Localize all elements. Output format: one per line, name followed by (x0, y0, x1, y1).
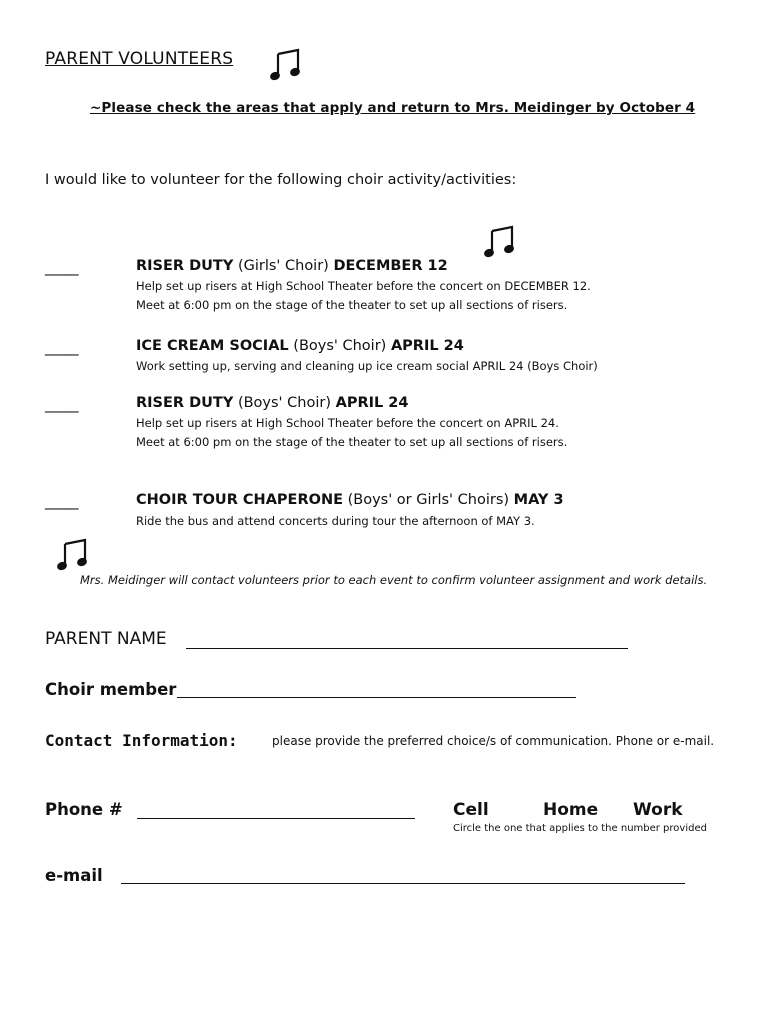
activity-description: Help set up risers at High School Theater before the concert on DECEMBER 12. Meet at 6:00 pm on the stage of the theater to set up all sections of risers. (136, 279, 591, 312)
activity-name: RISER DUTY (136, 395, 234, 411)
activity-heading (136, 338, 464, 354)
activity-group: (Boys' Choir) (237, 395, 331, 411)
activity-date: DECEMBER 12 (333, 258, 448, 274)
phone-field[interactable] (137, 818, 415, 819)
activity-name: RISER DUTY (136, 258, 234, 274)
page-title: PARENT VOLUNTEERS (45, 49, 234, 69)
contact-info-label: Contact Information: (45, 731, 238, 750)
parent-name-field[interactable] (186, 648, 628, 649)
activity-date: APRIL 24 (335, 395, 409, 411)
phone-type-hint: Circle the one that applies to the number provided (453, 823, 707, 834)
activity-group: (Boys' or Girls' Choirs) (347, 492, 510, 508)
activity-date: MAY 3 (513, 492, 564, 508)
music-note-icon (55, 538, 91, 572)
checkbox-blank[interactable]: _____ (45, 338, 78, 356)
activity-description: Work setting up, serving and cleaning up ice cream social APRIL 24 (Boys Choir) (136, 359, 598, 373)
phone-type-cell[interactable]: Cell (453, 800, 489, 820)
activity-group: (Boys' Choir) (293, 338, 387, 354)
choir-member-label: Choir member (45, 680, 177, 699)
music-note-icon (482, 225, 518, 259)
checkbox-blank[interactable]: _____ (45, 492, 78, 510)
activity-heading (136, 258, 448, 274)
contact-hint: please provide the preferred choice/s of communication. Phone or e-mail. (272, 734, 715, 748)
phone-type-home[interactable]: Home (543, 800, 599, 820)
activity-date: APRIL 24 (390, 338, 464, 354)
email-label: e-mail (45, 866, 103, 885)
checkbox-blank[interactable]: _____ (45, 395, 78, 413)
confirmation-note: Mrs. Meidinger will contact volunteers prior to each event to confirm volunteer assignment and work details. (80, 573, 708, 587)
activity-group: (Girls' Choir) (237, 258, 329, 274)
activity-description: Ride the bus and attend concerts during tour the afternoon of MAY 3. (136, 514, 535, 528)
instructions: ~Please check the areas that apply and return to Mrs. Meidinger by October 4 (90, 100, 696, 116)
intro-text: I would like to volunteer for the following choir activity/activities: (45, 172, 517, 188)
activity-heading (136, 395, 408, 411)
activity-name: ICE CREAM SOCIAL (136, 338, 289, 354)
choir-member-field[interactable] (177, 697, 576, 698)
activity-name: CHOIR TOUR CHAPERONE (136, 492, 343, 508)
activity-description: Help set up risers at High School Theater before the concert on APRIL 24. Meet at 6:00 pm on the stage of the theater to set up all sections of risers. (136, 416, 568, 449)
checkbox-blank[interactable]: _____ (45, 258, 78, 276)
phone-label: Phone # (45, 800, 123, 819)
parent-name-label: PARENT NAME (45, 629, 167, 649)
music-note-icon (268, 48, 304, 82)
activity-heading (136, 492, 564, 508)
email-field[interactable] (121, 883, 685, 884)
phone-type-work[interactable]: Work (633, 800, 683, 820)
